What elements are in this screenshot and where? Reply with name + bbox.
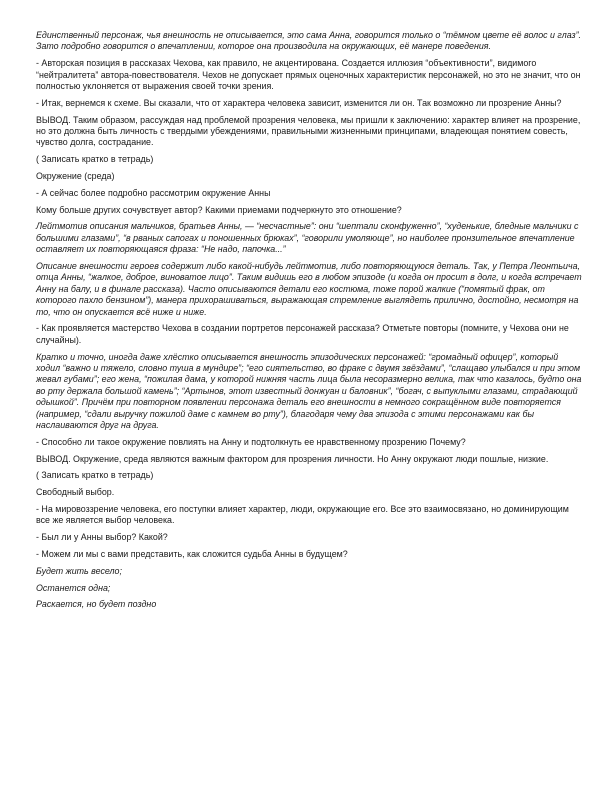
paragraph: ВЫВОД. Окружение, среда являются важным фактором для прозрения личности. Но Анну окружают люди пошлые, низкие.	[36, 453, 549, 464]
list-item: Останется одна;	[36, 582, 111, 593]
paragraph: - Итак, вернемся к схеме. Вы сказали, что от характера человека зависит, изменится ли он. Так возможно ли прозрение Анны?	[36, 97, 562, 108]
list-item: Будет жить весело;	[36, 565, 122, 576]
paragraph: ( Записать кратко в тетрадь)	[36, 470, 154, 481]
list-item: Раскается, но будет поздно	[36, 599, 157, 610]
paragraph: - Можем ли мы с вами представить, как сложится судьба Анны в будущем?	[36, 549, 348, 560]
paragraph: Описание внешности героев содержит либо какой-нибудь лейтмотив, либо повторяющуюся деталь. Так, у Петра Леонтьича, отца Анны, “жалкое, доброе, виноватое лицо”. Таким видишь его в любом эпизоде (и когда он просит в долг, и когда встречает Анну на балу, и в финале рассказа). Часто описываются детали его костюма, тоже порой жалкие (“помятый фрак, от которого пахло бензином”), манера прихорашиваться, выражающая стремление выглядеть прилично, достойно, несмотря на то, что он опускается всё ниже и ниже.	[36, 261, 582, 317]
paragraph: Кратко и точно, иногда даже хлёстко описывается внешность эпизодических персонажей: “громадный офицер”, который ходил “важно и тяжело, словно туша в мундире”; “его сиятельство, во фраке с двумя звёздами”, “слащаво улыбался и при этом жевал губами”; его жена, “пожилая дама, у которой нижняя часть лица была несоразмерно велика, так что казалось, будто она во рту держала большой камень”; “Артынов, этот известный донжуан и баловник”, “богач, с выпуклыми глазами, страдающий одышкой”. Причём при повторном появлении персонажа деталь его внешности в немного сокращённом виде повторяется (например, “сдали выручку пожилой даме с камнем во рту”), благодаря чему два эпизода с этими персонажами как бы наслаиваются друг на друга.	[36, 351, 582, 431]
paragraph: - Способно ли такое окружение повлиять на Анну и подтолкнуть ее нравственному прозрению Почему?	[36, 436, 466, 447]
section-heading: Свободный выбор.	[36, 487, 115, 498]
paragraph: Лейтмотив описания мальчиков, братьев Анны, — “несчастные”: они “шептали сконфуженно”, “худенькие, бледные мальчики с большими глазами”, “в рваных сапогах и поношенных брюках”, “говорили умоляюще”, но наиболее пронзительное впечатление оставляет их повторяющаяся фраза: “Не надо, папочка...”	[36, 221, 579, 255]
paragraph: Кому больше других сочувствует автор? Какими приемами подчеркнуто это отношение?	[36, 204, 402, 215]
paragraph: ( Записать кратко в тетрадь)	[36, 154, 154, 165]
paragraph: - Авторская позиция в рассказах Чехова, как правило, не акцентирована. Создается иллюзия “объективности”, видимого “нейтралитета” автора-повествователя. Чехов не допускает прямых оценочных характеристик персонажей, но это не значит, что он полностью уклоняется от выражения своей точки зрения.	[36, 58, 581, 92]
paragraph: - Как проявляется мастерство Чехова в создании портретов персонажей рассказа? Отметьте повторы (помните, у Чехова они не случайны).	[36, 323, 569, 345]
paragraph: - Был ли у Анны выбор? Какой?	[36, 532, 168, 543]
paragraph: - На мировоззрение человека, его поступки влияет характер, люди, окружающие его. Все это взаимосвязано, но доминирующим все же является выбор человека.	[36, 504, 569, 526]
section-heading: Окружение (среда)	[36, 171, 115, 182]
paragraph: - А сейчас более подробно рассмотрим окружение Анны	[36, 187, 271, 198]
paragraph: ВЫВОД. Таким образом, рассуждая над проблемой прозрения человека, мы пришли к заключению: характер влияет на прозрение, но это должна быть личность с твердыми убеждениями, правильными жизненными принципами, владеющая понятием совесть, чувство долга, сострадание.	[36, 114, 581, 148]
paragraph: Единственный персонаж, чья внешность не описывается, это сама Анна, говорится только о “тёмном цвете её волос и глаз”. Зато подробно говорится о впечатлении, которое она производила на окружающих, её манере поведения.	[36, 30, 582, 52]
